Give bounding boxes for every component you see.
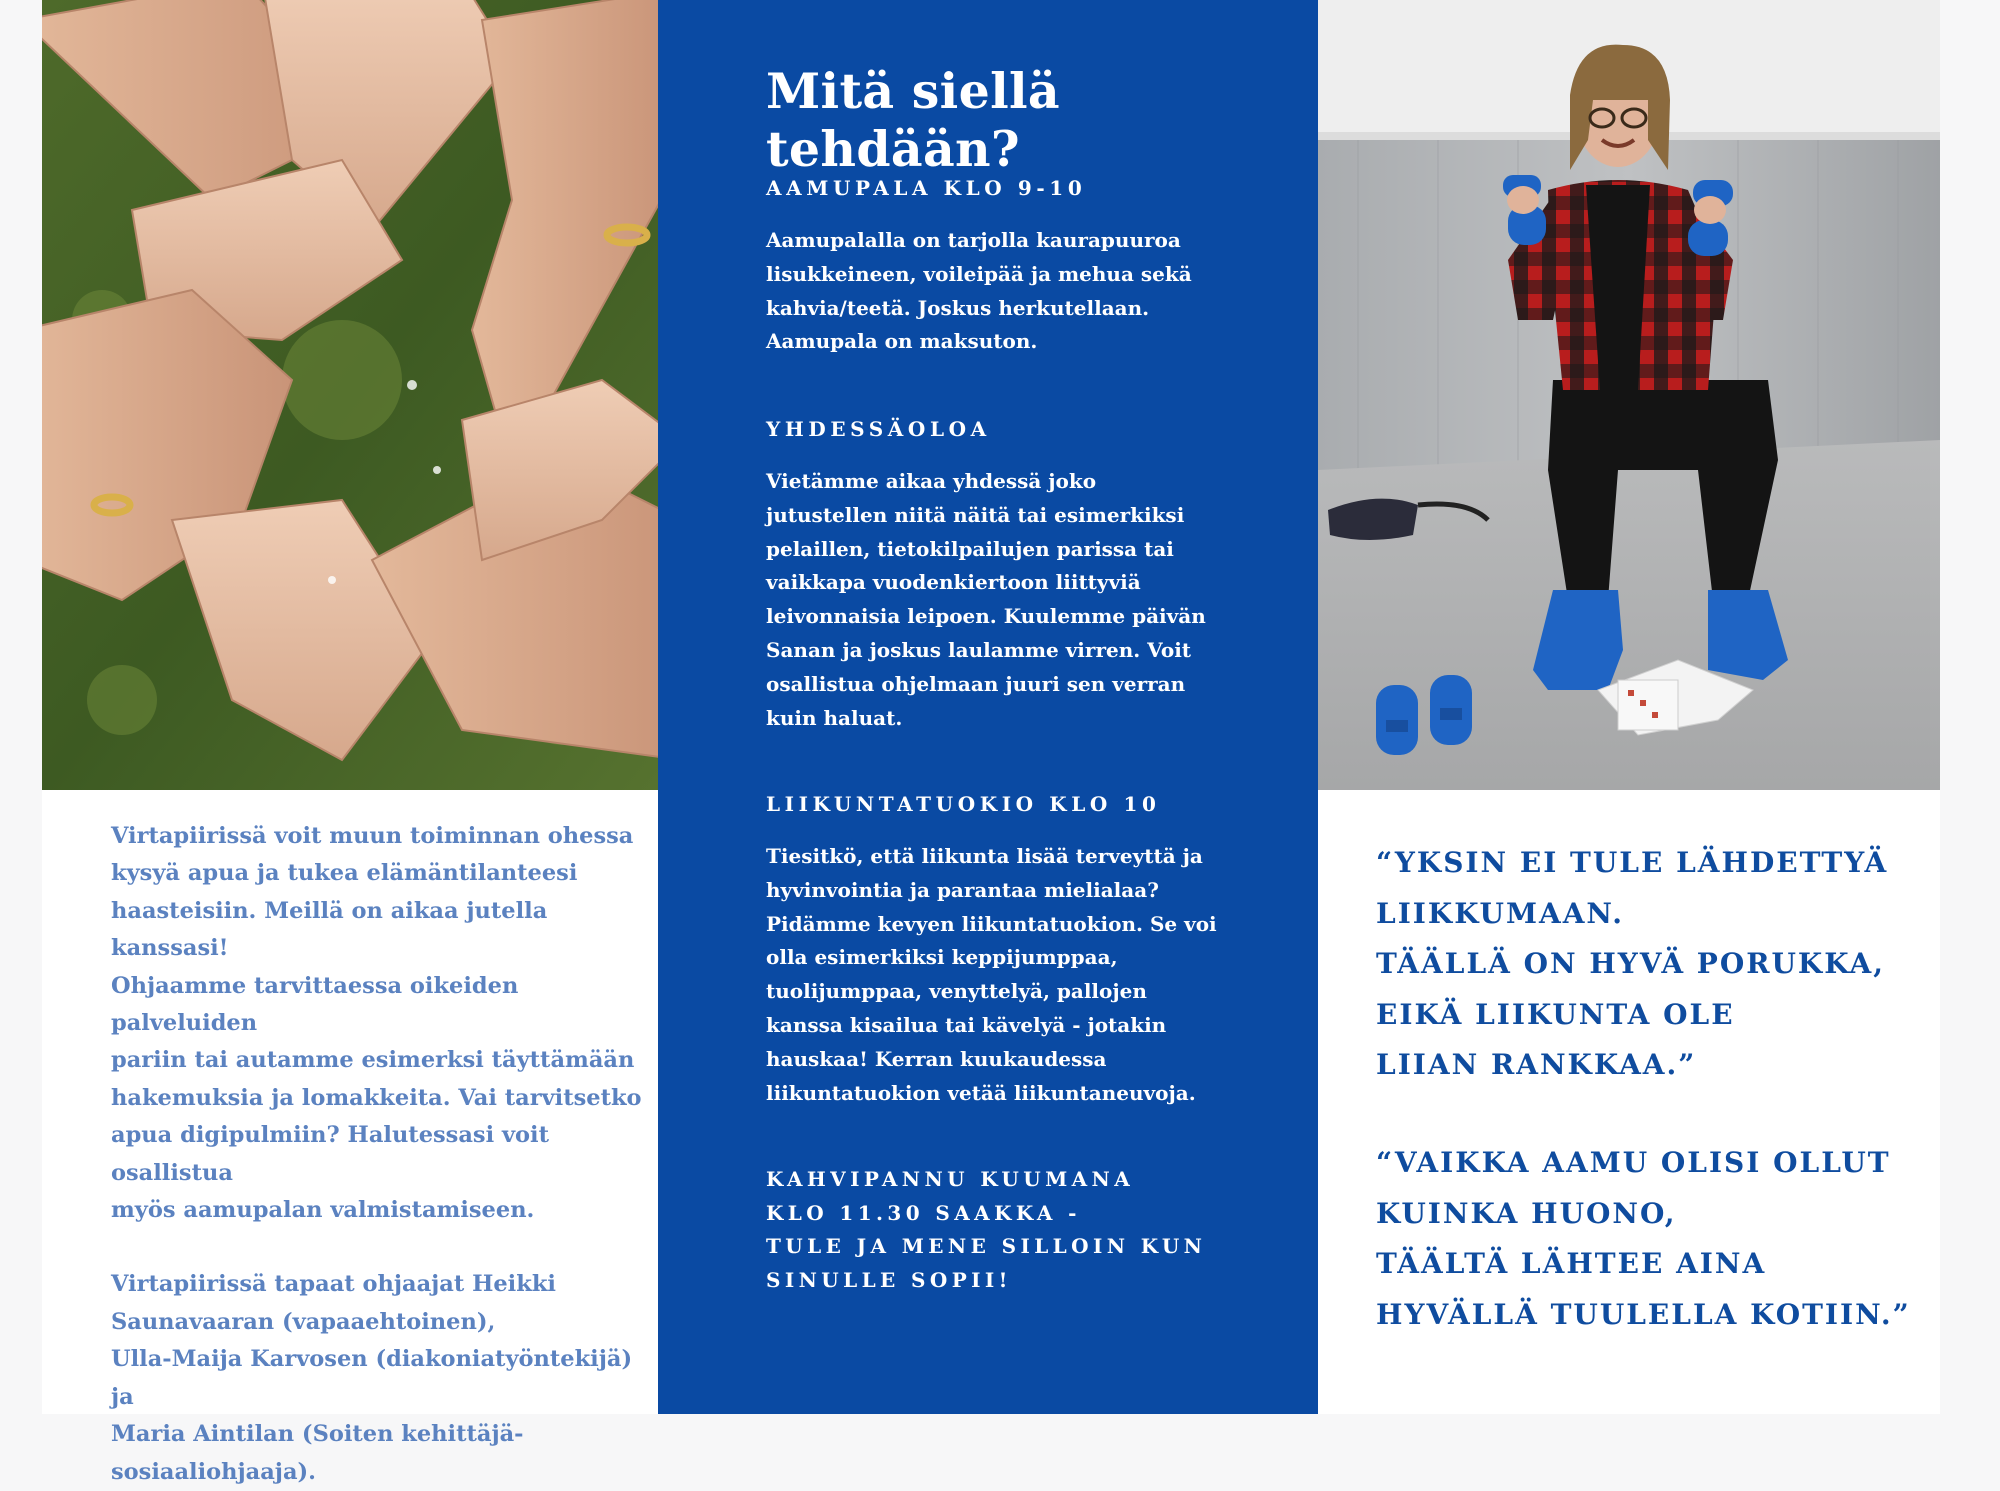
hands-circle-photo	[42, 0, 658, 790]
quote-two: “VAIKKA AAMU OLISI OLLUT KUINKA HUONO, TÄÄLTÄ LÄHTEE AINA HYVÄLLÄ TUULELLA KOTIIN.”	[1376, 1146, 1911, 1331]
section-heading-exercise: LIIKUNTATUOKIO KLO 10	[766, 792, 1161, 816]
page-title: Mitä siellä tehdään?	[766, 62, 1060, 178]
man-with-dumbbells-photo	[1318, 0, 1940, 790]
section-body-togetherness: Vietämme aikaa yhdessä joko jutustellen niitä näitä tai esimerkiksi pelaillen, tietokilpailujen parissa tai vaikkapa vuodenkiertoon liittyviä leivonnaisia leipoen. Kuulemme päivän Sanan ja joskus laulamme virren. Voit osallistua ohjelmaan juuri sen verran kuin haluat.	[766, 469, 1206, 730]
left-panel	[42, 0, 658, 1485]
right-panel	[1318, 0, 1940, 1414]
leaders-paragraph: Virtapiirissä tapaat ohjaajat Heikki Saunavaaran (vapaaehtoinen), Ulla-Maija Karvosen (diakoniatyöntekijä) ja Maria Aintilan (Soiten kehittäjä- sosiaaliohjaaja).	[111, 1271, 633, 1485]
intro-paragraph: Virtapiirissä voit muun toiminnan ohessa kysyä apua ja tukea elämäntilanteesi haasteisiin. Meillä on aikaa jutella kanssasi! Ohjaamme tarvittaessa oikeiden palveluiden pariin tai autamme esimerksi täyttämään hakemuksia ja lomakkeita. Vai tarvitsetko apua digipulmiin? Halutessasi voit osallistua myös aamupalan valmistamiseen.	[111, 823, 642, 1224]
section-heading-togetherness: YHDESSÄOLOA	[766, 417, 991, 441]
coffee-footer: KAHVIPANNU KUUMANA KLO 11.30 SAAKKA - TULE JA MENE SILLOIN KUN SINULLE SOPII!	[766, 1167, 1207, 1292]
section-heading-breakfast: AAMUPALA KLO 9-10	[766, 176, 1087, 200]
section-body-breakfast: Aamupalalla on tarjolla kaurapuuroa lisukkeineen, voileipää ja mehua sekä kahvia/teetä. Joskus herkutellaan. Aamupala on maksuton.	[766, 228, 1192, 354]
left-info-text	[111, 818, 651, 1491]
quote-one: “YKSIN EI TULE LÄHDETTYÄ LIIKKUMAAN. TÄÄLLÄ ON HYVÄ PORUKKA, EIKÄ LIIKUNTA OLE LIIAN RANKKAA.”	[1376, 846, 1889, 1081]
section-body-exercise: Tiesitkö, että liikunta lisää terveyttä ja hyvinvointia ja parantaa mielialaa? Pidämme kevyen liikuntatuokion. Se voi olla esimerkiksi keppijumppaa, tuolijumppaa, venyttelyä, pallojen kanssa kisailua tai kävelyä - jotakin hauskaa! Kerran kuukaudessa liikuntatuokion vetää liikuntaneuvoja.	[766, 844, 1217, 1105]
middle-panel	[658, 0, 1318, 1414]
